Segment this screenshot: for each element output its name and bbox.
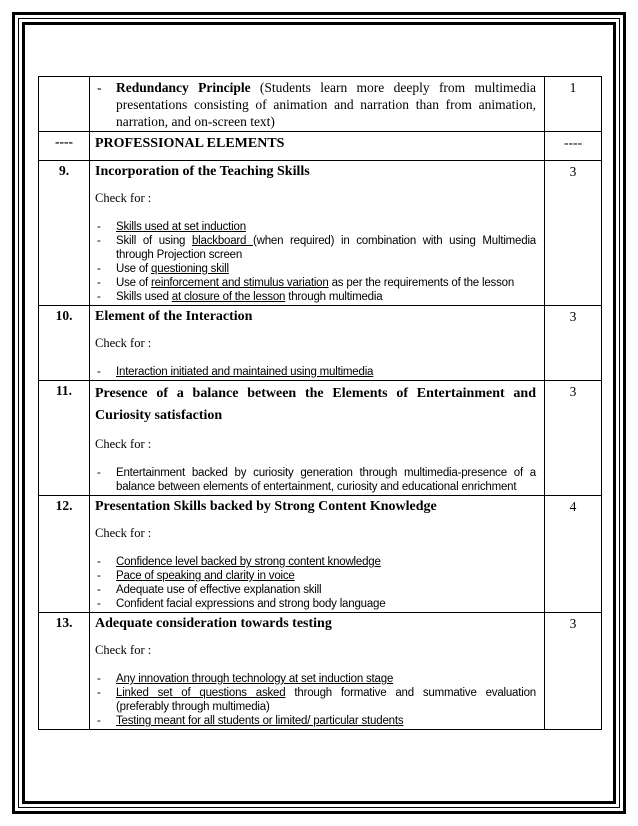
redundancy-text: (Students learn more deeply from multimedia presentations consisting of animation and narration than from animation, narration, and on-screen text) (116, 80, 536, 129)
list-item: - Testing meant for all students or limited/ particular students (95, 714, 536, 728)
criteria-list (95, 672, 536, 728)
table-row-13 (39, 613, 602, 730)
criteria-list (95, 220, 536, 304)
row-description (90, 77, 545, 132)
row-number: 13. (39, 613, 90, 730)
redundancy-lead: Redundancy Principle (116, 80, 251, 95)
row-title: Presence of a balance between the Elements of Entertainment and Curiosity satisfaction (95, 386, 536, 423)
section-marks: ---- (545, 132, 602, 161)
list-item: - Entertainment backed by curiosity generation through multimedia-presence of a balance between elements of entertainment, curiosity and educational enrichment (95, 466, 536, 494)
criteria-list (95, 555, 536, 611)
row-title: Element of the Interaction (95, 309, 253, 324)
row-number: 9. (39, 161, 90, 306)
list-item: - Use of questioning skill (95, 262, 536, 276)
check-for-label: Check for : (95, 336, 152, 350)
list-item: - Interaction initiated and maintained using multimedia (95, 365, 536, 379)
criteria-list (95, 466, 536, 494)
list-item: - Pace of speaking and clarity in voice (95, 569, 536, 583)
row-number (39, 77, 90, 132)
check-for-label: Check for : (95, 437, 152, 451)
section-num: ---- (39, 132, 90, 161)
row-description (90, 381, 545, 496)
check-for-label: Check for : (95, 191, 152, 205)
list-item: - Linked set of questions asked through formative and summative evaluation (preferably through multimedia) (95, 686, 536, 714)
rubric-table (38, 76, 602, 730)
criteria-list (95, 365, 536, 379)
bullet-dash: - (97, 80, 102, 95)
row-number: 11. (39, 381, 90, 496)
row-marks: 3 (545, 381, 602, 496)
section-title-text: PROFESSIONAL ELEMENTS (95, 136, 285, 151)
table-row-section-header (39, 132, 602, 161)
section-title (90, 132, 545, 161)
table-row-9 (39, 161, 602, 306)
row-description (90, 161, 545, 306)
row-marks: 3 (545, 306, 602, 381)
row-number: 10. (39, 306, 90, 381)
list-item: - Skills used at set induction (95, 220, 536, 234)
row-title: Presentation Skills backed by Strong Content Knowledge (95, 499, 437, 514)
table-row-11 (39, 381, 602, 496)
list-item: - Adequate use of effective explanation skill (95, 583, 536, 597)
redundancy-item (95, 79, 536, 130)
list-item: - Skill of using blackboard (when required) in combination with using Multimedia through Projection screen (95, 234, 536, 262)
list-item: - Any innovation through technology at set induction stage (95, 672, 536, 686)
check-for-label: Check for : (95, 526, 152, 540)
row-description (90, 496, 545, 613)
list-item: - Use of reinforcement and stimulus variation as per the requirements of the lesson (95, 276, 536, 290)
row-marks: 3 (545, 613, 602, 730)
list-item: - Confidence level backed by strong content knowledge (95, 555, 536, 569)
row-marks: 1 (545, 77, 602, 132)
table-row-redundancy (39, 77, 602, 132)
row-marks: 3 (545, 161, 602, 306)
list-item: - Confident facial expressions and strong body language (95, 597, 536, 611)
row-marks: 4 (545, 496, 602, 613)
row-number: 12. (39, 496, 90, 613)
check-for-label: Check for : (95, 643, 152, 657)
list-item: - Skills used at closure of the lesson through multimedia (95, 290, 536, 304)
table-row-12 (39, 496, 602, 613)
table-row-10 (39, 306, 602, 381)
row-title: Incorporation of the Teaching Skills (95, 164, 310, 179)
row-title: Adequate consideration towards testing (95, 616, 332, 631)
row-description (90, 306, 545, 381)
row-description (90, 613, 545, 730)
